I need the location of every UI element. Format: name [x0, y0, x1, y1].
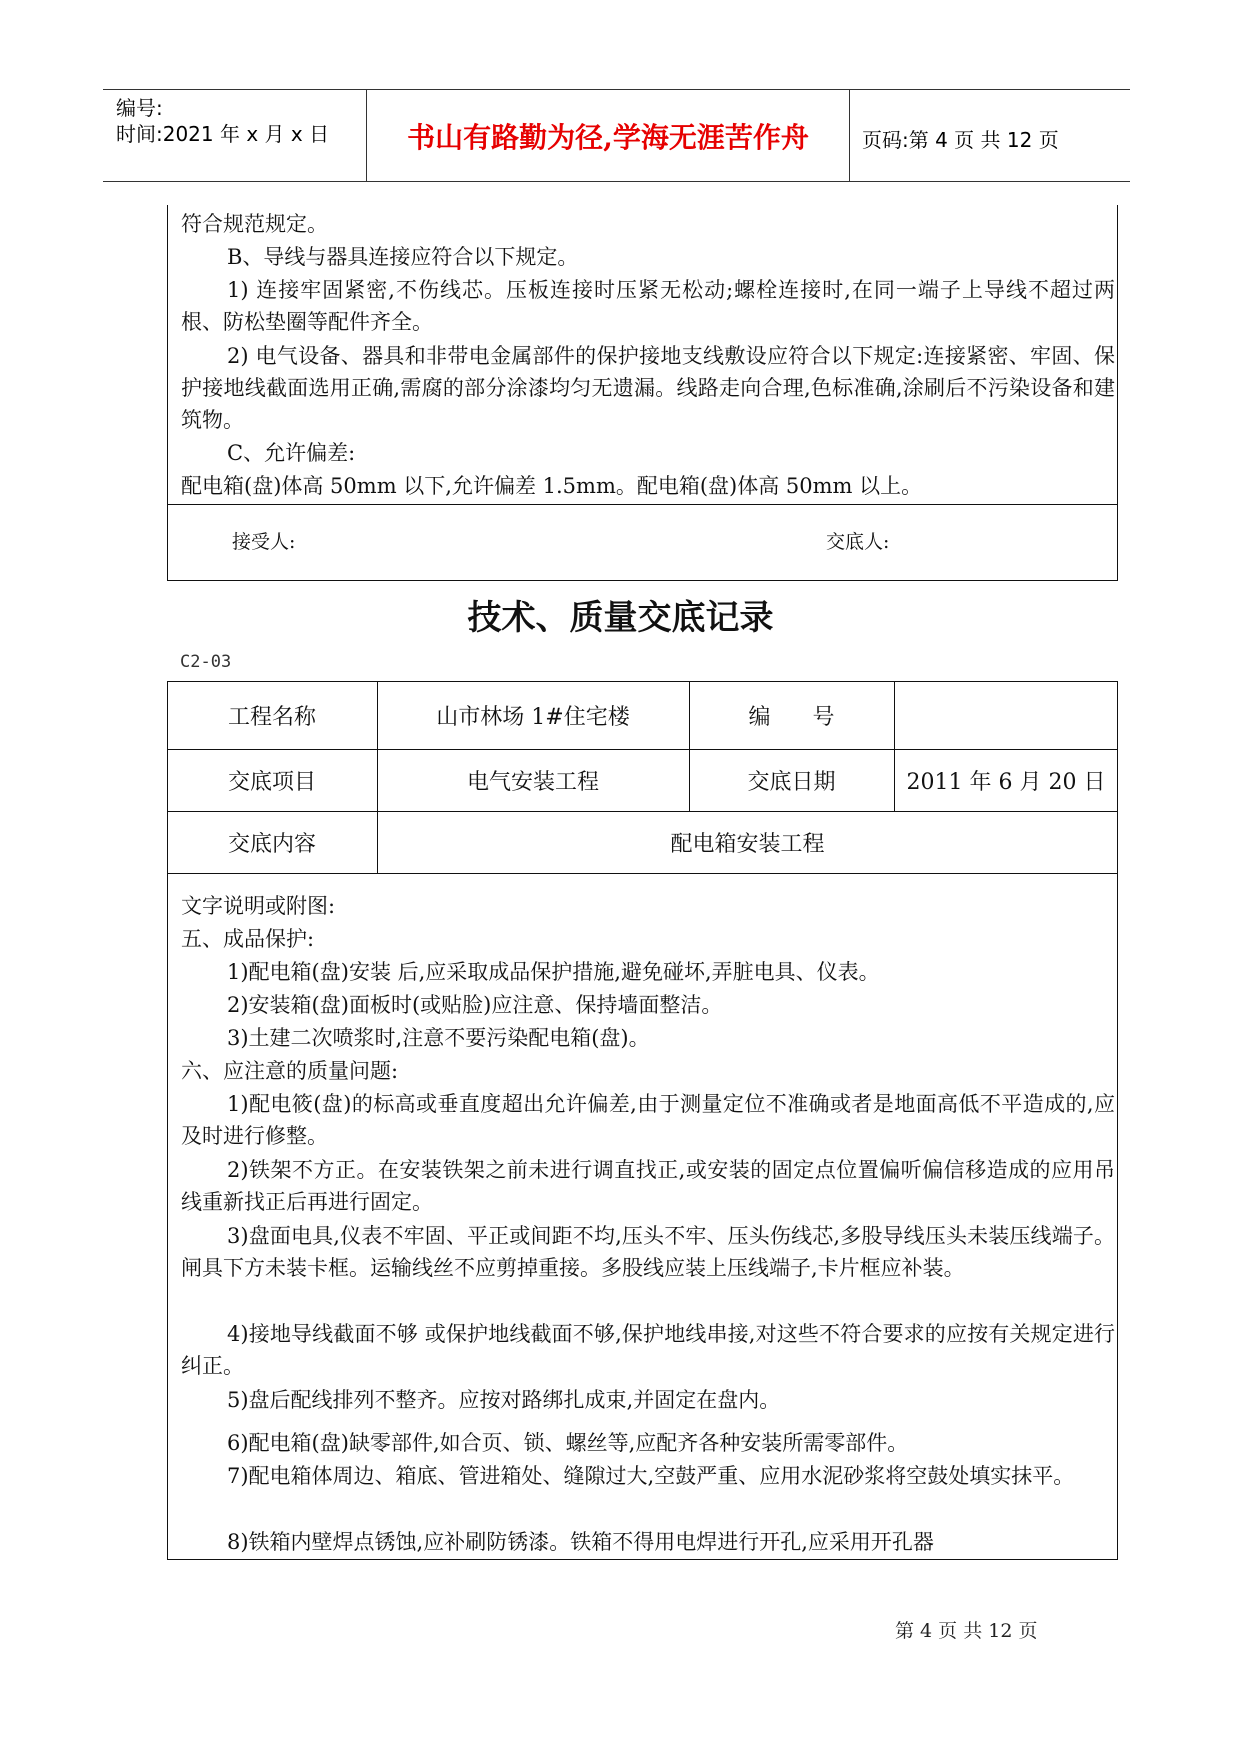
date-value: 2011 年 6 月 20 日	[906, 769, 1106, 795]
header-motto: 书山有路勤为径,学海无涯苦作舟	[407, 121, 809, 154]
body-line-7: 1)配电筱(盘)的标高或垂直度超出允许偏差,由于测量定位不准确或者是地面高低不平造成的,应及时进行修整。	[181, 1092, 1115, 1148]
content-value: 配电箱安装工程	[670, 831, 825, 857]
footer-page-number: 第 4 页 共 12 页	[895, 1620, 1038, 1642]
header-top-rule	[103, 89, 1130, 90]
number-value	[894, 681, 1118, 749]
body-line-8: 2)铁架不方正。在安装铁架之前未进行调直找正,或安装的固定点位置偏听偏信移造成的应用吊线重新找正后再进行固定。	[181, 1158, 1115, 1214]
signature-divider	[167, 504, 1118, 505]
paragraph-2: B、导线与器具连接应符合以下规定。	[227, 245, 579, 269]
paragraph-6: 配电箱(盘)体高 50mm 以下,允许偏差 1.5mm。配电箱(盘)体高 50mm 以上。	[181, 474, 923, 498]
body-line-13: 7)配电箱体周边、箱底、管进箱处、缝隙过大,空鼓严重、应用水泥砂浆将空鼓处填实抹平。	[227, 1464, 1075, 1488]
item-value: 电气安装工程	[466, 769, 599, 795]
body-line-10: 4)接地导线截面不够 或保护地线截面不够,保护地线串接,对这些不符合要求的应按有关规定进行纠正。	[181, 1322, 1115, 1378]
paragraph-1: 符合规范规定。	[181, 212, 328, 236]
handover-label: 交底人:	[826, 531, 890, 553]
body-line-14: 8)铁箱内壁焊点锈蚀,应补刷防锈漆。铁箱不得用电焊进行开孔,应采用开孔器	[227, 1530, 934, 1554]
date-label: 交底日期	[747, 769, 836, 795]
header-number-label: 编号:	[116, 96, 163, 120]
paragraph-4: 2) 电气设备、器具和非带电金属部件的保护接地支线敷设应符合以下规定:连接紧密、牢固、保护接地线截面选用正确,需腐的部分涂漆均匀无遗漏。线路走向合理,色标准确,涂刷后不污染设备和建筑物。	[181, 344, 1115, 432]
body-line-2: 五、成品保护:	[181, 927, 315, 951]
body-line-12: 6)配电箱(盘)缺零部件,如合页、锁、螺丝等,应配齐各种安装所需零部件。	[227, 1431, 909, 1455]
number-label: 编 号	[748, 704, 835, 730]
header-bottom-rule	[103, 181, 1130, 182]
header-time-label: 时间:2021 年 x 月 x 日	[116, 122, 330, 146]
body-line-4: 2)安装箱(盘)面板时(或贴脸)应注意、保持墙面整洁。	[227, 993, 723, 1017]
record-code: C2-03	[180, 652, 232, 672]
body-line-9: 3)盘面电具,仪表不牢固、平正或间距不均,压头不牢、压头伤线芯,多股导线压头未装压线端子。闸具下方未装卡框。运输线丝不应剪掉重接。多股线应装上压线端子,卡片框应补装。	[181, 1224, 1115, 1280]
record-title: 技术、质量交底记录	[467, 598, 774, 638]
body-line-5: 3)土建二次喷浆时,注意不要污染配电箱(盘)。	[227, 1026, 650, 1050]
body-line-1: 文字说明或附图:	[181, 894, 336, 918]
table-rule-3	[167, 873, 1118, 874]
paragraph-5: C、允许偏差:	[227, 441, 356, 465]
project-name-label: 工程名称	[227, 704, 316, 730]
body-line-6: 六、应注意的质量问题:	[181, 1059, 399, 1083]
receiver-label: 接受人:	[232, 531, 296, 553]
header-page-label: 页码:第 4 页 共 12 页	[862, 128, 1059, 152]
item-label: 交底项目	[227, 769, 316, 795]
paragraph-3: 1) 连接牢固紧密,不伤线芯。压板连接时压紧无松动;螺栓连接时,在同一端子上导线不超过两根、防松垫圈等配件齐全。	[181, 278, 1115, 334]
project-name-value: 山市林场 1#住宅楼	[436, 704, 630, 730]
content-label: 交底内容	[227, 831, 316, 857]
body-line-11: 5)盘后配线排列不整齐。应按对路绑扎成束,并固定在盘内。	[227, 1388, 781, 1412]
body-line-3: 1)配电箱(盘)安装 后,应采取成品保护措施,避免碰坏,弄脏电具、仪表。	[227, 960, 880, 984]
